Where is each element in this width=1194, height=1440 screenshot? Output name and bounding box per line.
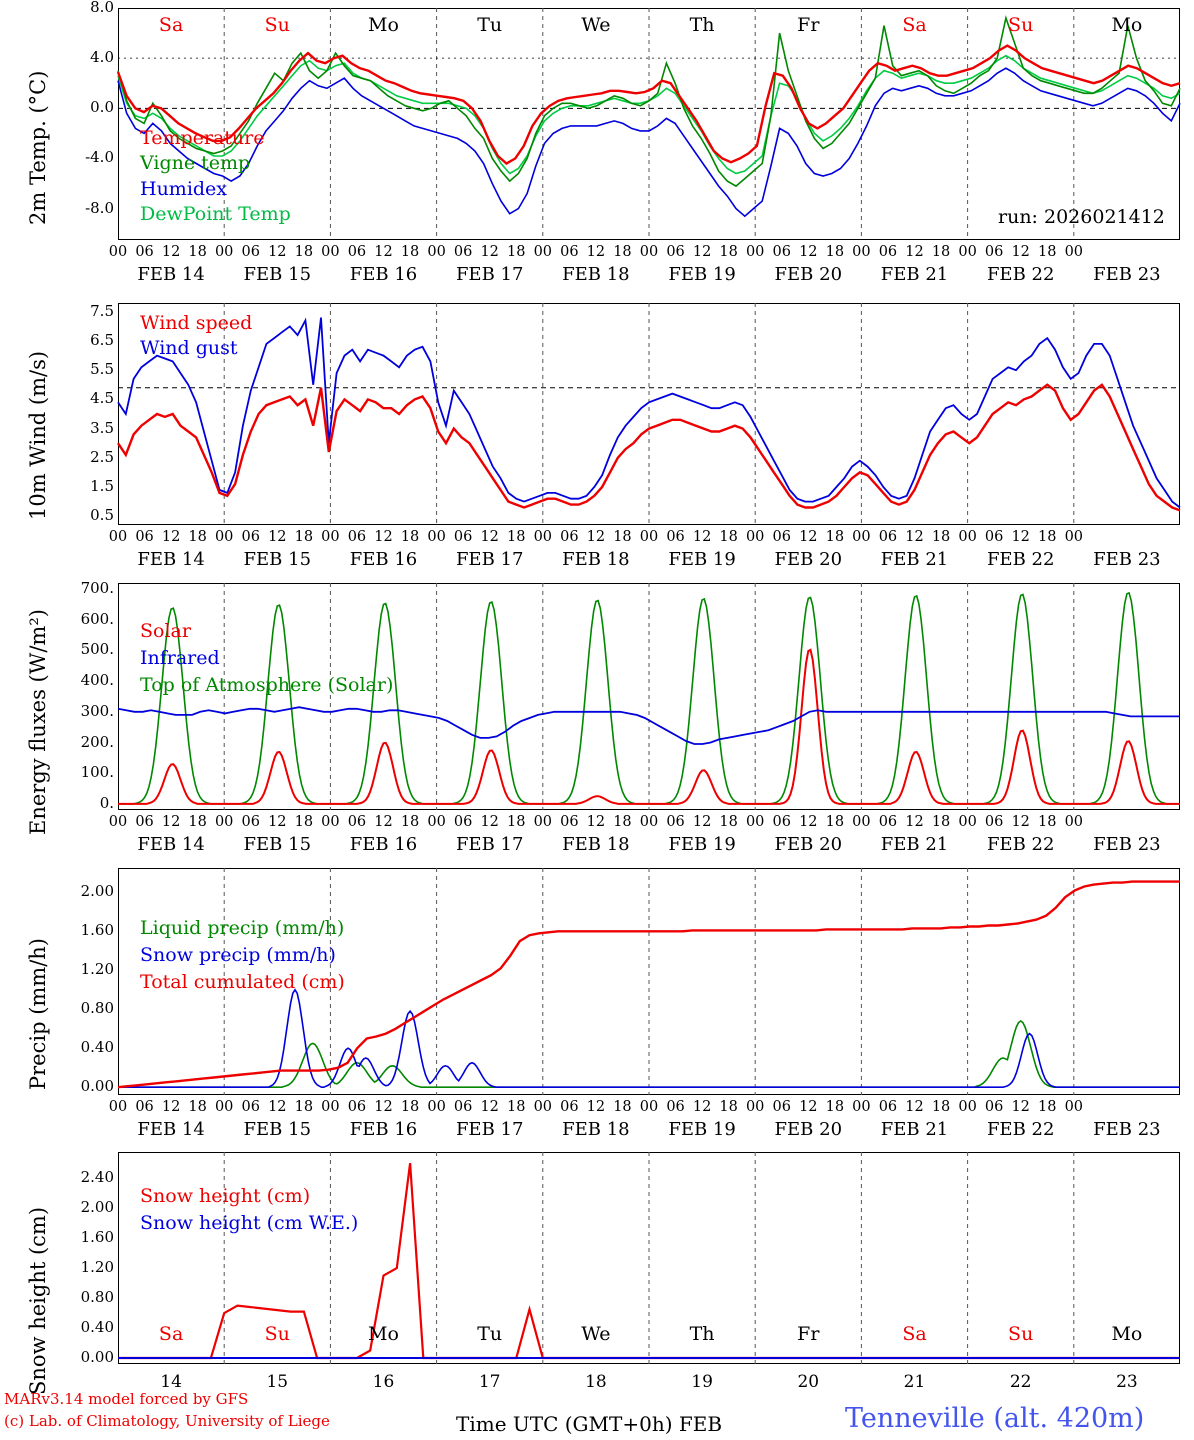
- x-tick-label: 18: [613, 244, 632, 260]
- x-tick-label: 06: [135, 244, 154, 260]
- y-tick-label: 0.40: [80, 1038, 114, 1057]
- x-tick-label: 18: [613, 814, 632, 830]
- x-tick-label: 12: [480, 529, 499, 545]
- x-day-number: 15: [266, 1372, 289, 1392]
- precip-chart-svg: [0, 855, 1194, 1140]
- x-tick-label: 12: [268, 814, 287, 830]
- day-name-label: Fr: [797, 1323, 820, 1345]
- x-tick-label: 06: [560, 1099, 579, 1115]
- legend-infrared: Infrared: [140, 647, 220, 669]
- x-tick-label: 18: [931, 244, 951, 260]
- y-tick-label: 300.: [80, 701, 114, 720]
- energy-chart-svg: [0, 570, 1194, 855]
- x-tick-label: 06: [984, 814, 1004, 830]
- x-tick-label: 00: [321, 814, 340, 830]
- x-tick-label: 18: [825, 1099, 845, 1115]
- x-day-label: FEB 19: [668, 549, 736, 570]
- axis-label-temp: 2m Temp. (°C): [26, 70, 50, 225]
- x-tick-label: 00: [958, 244, 977, 260]
- x-tick-label: 18: [719, 1099, 738, 1115]
- legend-vigne-temp: Vigne temp: [140, 152, 251, 174]
- day-name-label: Sa: [158, 14, 184, 36]
- y-tick-label: 0.40: [80, 1318, 114, 1337]
- x-tick-label: 06: [772, 529, 791, 545]
- x-day-label: FEB 15: [243, 549, 312, 570]
- y-tick-label: -4.0: [85, 148, 114, 167]
- y-tick-label: 0.00: [80, 1077, 114, 1096]
- day-name-label: Sa: [902, 14, 927, 36]
- x-tick-label: 00: [427, 529, 446, 545]
- panel-wind: [0, 285, 1194, 570]
- day-name-label: We: [581, 14, 611, 36]
- y-tick-label: 1.5: [90, 477, 114, 496]
- x-axis-title: Time UTC (GMT+0h) FEB: [456, 1412, 723, 1436]
- x-tick-label: 00: [533, 529, 553, 545]
- x-tick-label: 18: [294, 814, 314, 830]
- x-tick-label: 06: [984, 1099, 1004, 1115]
- x-tick-label: 00: [639, 1099, 659, 1115]
- legend-snow-precip: Snow precip (mm/h): [140, 944, 336, 966]
- x-tick-label: 00: [958, 814, 977, 830]
- x-day-label: FEB 23: [1093, 1119, 1161, 1140]
- x-tick-label: 12: [480, 244, 499, 260]
- axis-label-wind: 10m Wind (m/s): [26, 350, 50, 520]
- y-tick-label: 0.80: [80, 999, 114, 1018]
- legend-temperature: Temperature: [140, 127, 265, 149]
- x-tick-label: 18: [1038, 244, 1057, 260]
- x-tick-label: 18: [294, 529, 314, 545]
- y-tick-label: 6.5: [90, 330, 114, 349]
- x-tick-label: 12: [1011, 1099, 1030, 1115]
- day-name-label: Fr: [797, 14, 820, 36]
- legend-snow-height-we: Snow height (cm W.E.): [140, 1212, 359, 1234]
- x-day-label: FEB 16: [349, 549, 418, 570]
- x-tick-label: 18: [507, 814, 526, 830]
- x-tick-label: 00: [533, 1099, 553, 1115]
- x-tick-label: 06: [666, 244, 685, 260]
- x-day-label: FEB 20: [774, 834, 843, 855]
- y-tick-label: 5.5: [90, 360, 114, 379]
- x-tick-label: 06: [772, 244, 791, 260]
- y-tick-label: 4.5: [90, 389, 114, 408]
- x-tick-label: 18: [825, 244, 845, 260]
- x-day-label: FEB 21: [880, 549, 949, 570]
- x-tick-label: 00: [639, 244, 659, 260]
- x-day-label: FEB 15: [243, 1119, 312, 1140]
- x-day-label: FEB 23: [1093, 549, 1161, 570]
- x-tick-label: 18: [188, 244, 207, 260]
- legend-wind-gust: Wind gust: [140, 337, 238, 359]
- x-day-label: FEB 19: [668, 834, 736, 855]
- x-tick-label: 18: [294, 1099, 314, 1115]
- x-tick-label: 12: [799, 244, 818, 260]
- x-tick-label: 12: [161, 529, 181, 545]
- axis-label-snow: Snow height (cm): [26, 1206, 50, 1395]
- x-tick-label: 00: [214, 814, 234, 830]
- x-day-label: FEB 14: [137, 1119, 205, 1140]
- panel-precip: [0, 855, 1194, 1140]
- site-label: Tenneville (alt. 420m): [845, 1403, 1145, 1434]
- day-name-label: Su: [264, 1323, 290, 1345]
- day-name-label: Sa: [158, 1323, 184, 1345]
- x-tick-label: 06: [560, 529, 579, 545]
- x-day-label: FEB 22: [986, 549, 1055, 570]
- y-tick-label: 0.0: [90, 98, 114, 117]
- x-tick-label: 00: [533, 244, 553, 260]
- legend-humidex: Humidex: [140, 178, 228, 200]
- run-label: run: 2026021412: [998, 206, 1165, 228]
- legend-dewpoint-temp: DewPoint Temp: [140, 203, 291, 225]
- x-day-label: FEB 22: [986, 834, 1055, 855]
- x-tick-label: 00: [214, 244, 234, 260]
- x-tick-label: 12: [905, 244, 924, 260]
- x-tick-label: 06: [772, 1099, 791, 1115]
- x-day-label: FEB 20: [774, 549, 843, 570]
- x-tick-label: 00: [852, 244, 871, 260]
- x-tick-label: 18: [294, 244, 314, 260]
- x-tick-label: 06: [241, 1099, 260, 1115]
- x-tick-label: 06: [878, 814, 898, 830]
- x-tick-label: 06: [453, 244, 473, 260]
- day-name-label: Tu: [477, 14, 503, 36]
- y-tick-label: 7.5: [90, 301, 114, 320]
- y-tick-label: 1.60: [80, 1228, 114, 1247]
- y-tick-label: 400.: [80, 671, 114, 690]
- x-tick-label: 00: [745, 1099, 765, 1115]
- x-tick-label: 12: [905, 529, 924, 545]
- x-tick-label: 12: [799, 529, 818, 545]
- x-day-label: FEB 14: [137, 834, 205, 855]
- x-tick-label: 12: [480, 1099, 499, 1115]
- x-day-label: FEB 19: [668, 264, 736, 285]
- x-day-label: FEB 20: [774, 1119, 843, 1140]
- x-tick-label: 12: [586, 244, 606, 260]
- x-tick-label: 00: [958, 529, 977, 545]
- x-tick-label: 18: [188, 1099, 207, 1115]
- x-tick-label: 00: [108, 814, 128, 830]
- x-tick-label: 00: [1064, 529, 1084, 545]
- y-tick-label: 8.0: [90, 0, 114, 16]
- x-tick-label: 00: [533, 814, 553, 830]
- x-tick-label: 18: [719, 814, 738, 830]
- x-tick-label: 06: [453, 529, 473, 545]
- x-day-number: 16: [372, 1372, 395, 1392]
- y-tick-label: 3.5: [90, 418, 114, 437]
- x-day-label: FEB 18: [562, 1119, 630, 1140]
- x-tick-label: 00: [108, 1099, 128, 1115]
- day-name-label: Mo: [1111, 1323, 1143, 1345]
- x-day-label: FEB 14: [137, 264, 205, 285]
- y-tick-label: 0.80: [80, 1288, 114, 1307]
- x-tick-label: 00: [321, 1099, 340, 1115]
- model-credit-line1: MARv3.14 model forced by GFS: [4, 1390, 249, 1408]
- x-tick-label: 18: [613, 529, 632, 545]
- x-tick-label: 18: [188, 529, 207, 545]
- x-tick-label: 06: [453, 1099, 473, 1115]
- x-tick-label: 12: [268, 529, 287, 545]
- panel-energy: [0, 570, 1194, 855]
- x-tick-label: 18: [719, 529, 738, 545]
- x-tick-label: 12: [799, 1099, 818, 1115]
- day-name-label: Sa: [902, 1323, 927, 1345]
- x-tick-label: 12: [268, 1099, 287, 1115]
- x-day-label: FEB 21: [880, 264, 949, 285]
- x-day-label: FEB 23: [1093, 834, 1161, 855]
- x-tick-label: 06: [984, 244, 1004, 260]
- legend-solar: Solar: [140, 620, 191, 642]
- x-tick-label: 12: [1011, 814, 1030, 830]
- x-day-label: FEB 16: [349, 1119, 418, 1140]
- x-tick-label: 18: [507, 1099, 526, 1115]
- y-tick-label: 2.5: [90, 447, 114, 466]
- y-tick-label: -8.0: [85, 198, 114, 217]
- x-day-label: FEB 18: [562, 834, 630, 855]
- y-tick-label: 600.: [80, 609, 114, 628]
- x-tick-label: 18: [1038, 1099, 1057, 1115]
- x-tick-label: 06: [666, 1099, 685, 1115]
- day-name-label: Th: [689, 14, 715, 36]
- x-tick-label: 18: [188, 814, 207, 830]
- y-tick-label: 200.: [80, 732, 114, 751]
- x-tick-label: 06: [666, 814, 685, 830]
- x-tick-label: 12: [161, 1099, 181, 1115]
- day-name-label: Mo: [368, 14, 399, 36]
- x-tick-label: 00: [745, 244, 765, 260]
- x-day-label: FEB 22: [986, 1119, 1055, 1140]
- x-tick-label: 00: [745, 529, 765, 545]
- x-day-number: 14: [160, 1372, 182, 1392]
- x-tick-label: 00: [745, 814, 765, 830]
- x-tick-label: 18: [931, 814, 951, 830]
- x-tick-label: 12: [905, 814, 924, 830]
- x-day-number: 19: [691, 1372, 713, 1392]
- axis-label-energy: Energy fluxes (W/m²): [26, 609, 50, 835]
- y-tick-label: 100.: [80, 763, 114, 782]
- y-tick-label: 2.40: [80, 1168, 114, 1187]
- x-tick-label: 12: [374, 814, 393, 830]
- x-tick-label: 00: [427, 1099, 446, 1115]
- x-tick-label: 00: [108, 244, 128, 260]
- day-name-label: Th: [689, 1323, 715, 1345]
- y-tick-label: 1.60: [80, 921, 114, 940]
- y-tick-label: 500.: [80, 640, 114, 659]
- x-tick-label: 00: [1064, 1099, 1084, 1115]
- x-day-label: FEB 17: [455, 264, 524, 285]
- x-tick-label: 06: [878, 1099, 898, 1115]
- x-tick-label: 06: [560, 244, 579, 260]
- x-tick-label: 00: [108, 529, 128, 545]
- y-tick-label: 1.20: [80, 1258, 114, 1277]
- x-tick-label: 06: [560, 814, 579, 830]
- x-tick-label: 18: [613, 1099, 632, 1115]
- x-tick-label: 18: [1038, 814, 1057, 830]
- x-day-label: FEB 21: [880, 1119, 949, 1140]
- day-name-label: Tu: [477, 1323, 503, 1345]
- x-tick-label: 06: [135, 1099, 154, 1115]
- x-tick-label: 12: [161, 244, 181, 260]
- x-day-label: FEB 17: [455, 549, 524, 570]
- axis-label-precip: Precip (mm/h): [26, 937, 50, 1090]
- x-day-label: FEB 21: [880, 834, 949, 855]
- x-tick-label: 00: [214, 1099, 234, 1115]
- x-tick-label: 00: [852, 529, 871, 545]
- x-tick-label: 06: [347, 814, 367, 830]
- x-day-label: FEB 20: [774, 264, 843, 285]
- x-tick-label: 06: [347, 1099, 367, 1115]
- panel-snow: [0, 1140, 1194, 1440]
- x-day-number: 21: [903, 1372, 926, 1392]
- y-tick-label: 0.00: [80, 1348, 114, 1366]
- x-tick-label: 12: [480, 814, 499, 830]
- legend-liquid-precip: Liquid precip (mm/h): [140, 917, 345, 939]
- x-tick-label: 12: [586, 1099, 606, 1115]
- x-tick-label: 12: [905, 1099, 924, 1115]
- x-tick-label: 12: [374, 529, 393, 545]
- x-tick-label: 06: [666, 529, 685, 545]
- x-tick-label: 12: [161, 814, 181, 830]
- x-tick-label: 18: [825, 529, 845, 545]
- x-day-number: 20: [797, 1372, 820, 1392]
- x-tick-label: 18: [825, 814, 845, 830]
- x-tick-label: 06: [241, 529, 260, 545]
- x-tick-label: 06: [135, 814, 154, 830]
- x-tick-label: 18: [931, 529, 951, 545]
- x-day-number: 18: [585, 1372, 607, 1392]
- x-tick-label: 18: [931, 1099, 951, 1115]
- y-tick-label: 0.5: [90, 506, 114, 525]
- x-day-label: FEB 19: [668, 1119, 736, 1140]
- legend-top-of-atmosphere: Top of Atmosphere (Solar): [140, 674, 394, 696]
- x-tick-label: 12: [692, 529, 712, 545]
- x-tick-label: 00: [427, 244, 446, 260]
- x-day-label: FEB 23: [1093, 264, 1161, 285]
- x-tick-label: 18: [400, 529, 420, 545]
- x-tick-label: 06: [772, 814, 791, 830]
- legend-snow-height: Snow height (cm): [140, 1185, 311, 1207]
- day-name-label: Su: [1008, 1323, 1034, 1345]
- x-tick-label: 12: [1011, 529, 1030, 545]
- day-name-label: Mo: [1111, 14, 1143, 36]
- x-tick-label: 06: [878, 244, 898, 260]
- x-day-label: FEB 16: [349, 834, 418, 855]
- day-name-label: Mo: [368, 1323, 399, 1345]
- x-tick-label: 06: [241, 814, 260, 830]
- x-tick-label: 06: [878, 529, 898, 545]
- x-tick-label: 00: [214, 529, 234, 545]
- x-tick-label: 18: [400, 244, 420, 260]
- x-tick-label: 06: [984, 529, 1004, 545]
- y-tick-label: 700.: [80, 579, 114, 598]
- x-day-number: 22: [1009, 1372, 1032, 1392]
- y-tick-label: 2.00: [80, 882, 114, 901]
- x-day-label: FEB 22: [986, 264, 1055, 285]
- day-name-label: Su: [1008, 14, 1034, 36]
- x-day-label: FEB 18: [562, 264, 630, 285]
- x-tick-label: 12: [374, 244, 393, 260]
- x-tick-label: 18: [400, 1099, 420, 1115]
- y-tick-label: 1.20: [80, 960, 114, 979]
- y-tick-label: 4.0: [90, 48, 114, 67]
- x-tick-label: 06: [347, 244, 367, 260]
- x-tick-label: 18: [507, 244, 526, 260]
- x-tick-label: 18: [1038, 529, 1057, 545]
- day-name-label: Su: [264, 14, 290, 36]
- x-tick-label: 00: [1064, 814, 1084, 830]
- x-tick-label: 00: [852, 1099, 871, 1115]
- x-tick-label: 00: [321, 529, 340, 545]
- x-tick-label: 12: [799, 814, 818, 830]
- x-tick-label: 00: [639, 529, 659, 545]
- x-day-label: FEB 16: [349, 264, 418, 285]
- x-tick-label: 12: [692, 1099, 712, 1115]
- y-tick-label: 2.00: [80, 1198, 114, 1217]
- x-tick-label: 00: [852, 814, 871, 830]
- x-day-label: FEB 15: [243, 834, 312, 855]
- x-day-number: 23: [1116, 1372, 1138, 1392]
- x-day-label: FEB 17: [455, 1119, 524, 1140]
- model-credit-line2: (c) Lab. of Climatology, University of Liege: [4, 1412, 330, 1430]
- x-tick-label: 00: [958, 1099, 977, 1115]
- legend-total-cumulated: Total cumulated (cm): [140, 971, 345, 993]
- x-tick-label: 06: [453, 814, 473, 830]
- x-tick-label: 18: [719, 244, 738, 260]
- y-tick-label: 0.: [99, 793, 114, 812]
- x-tick-label: 18: [400, 814, 420, 830]
- legend-wind-speed: Wind speed: [140, 312, 253, 334]
- x-tick-label: 06: [241, 244, 260, 260]
- x-tick-label: 12: [1011, 244, 1030, 260]
- x-tick-label: 00: [427, 814, 446, 830]
- x-day-number: 17: [478, 1372, 501, 1392]
- x-tick-label: 12: [374, 1099, 393, 1115]
- x-tick-label: 00: [1064, 244, 1084, 260]
- x-day-label: FEB 15: [243, 264, 312, 285]
- x-tick-label: 00: [639, 814, 659, 830]
- x-day-label: FEB 17: [455, 834, 524, 855]
- day-name-label: We: [581, 1323, 611, 1345]
- x-tick-label: 06: [347, 529, 367, 545]
- x-tick-label: 18: [507, 529, 526, 545]
- x-tick-label: 12: [586, 814, 606, 830]
- x-tick-label: 12: [586, 529, 606, 545]
- x-day-label: FEB 14: [137, 549, 205, 570]
- x-tick-label: 12: [692, 814, 712, 830]
- x-tick-label: 00: [321, 244, 340, 260]
- x-day-label: FEB 18: [562, 549, 630, 570]
- x-tick-label: 12: [692, 244, 712, 260]
- x-tick-label: 12: [268, 244, 287, 260]
- x-tick-label: 06: [135, 529, 154, 545]
- panel-temperature: [0, 0, 1194, 285]
